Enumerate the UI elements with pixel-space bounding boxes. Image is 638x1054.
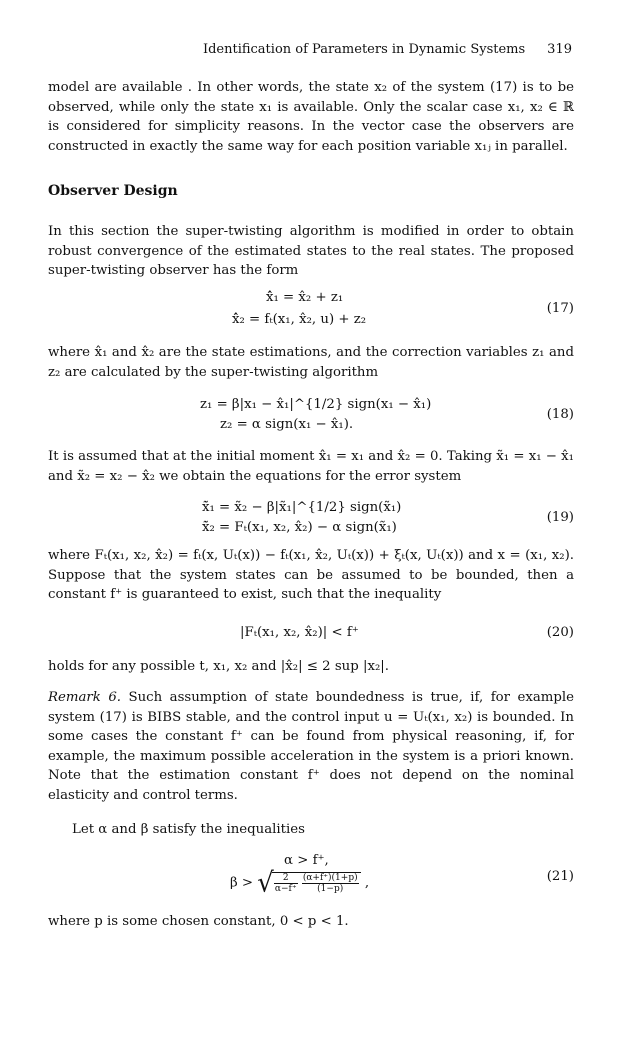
- eq20-number: (20): [546, 625, 574, 640]
- paragraph-let: Let α and β satisfy the inequalities: [72, 822, 305, 837]
- paragraph-intro: model are available . In other words, the state x₂ of the system (17) is to be observed, while only the state x₁ is available. Only the scalar case x₁, x₂ ∈ ℝ is considered for simplicity reasons. In the vector case the observers are constructed in exactly the same way for each position variable x₁ⱼ in parallel.: [48, 80, 574, 154]
- remark-text: Such assumption of state boundedness is true, if, for example system (17) is BIBS stable, and the control input u = Uₜ(x₁, x₂) is bounded. In some cases the constant f⁺ can be found from physical reasoning, if, for example, the maximum possible acceleration in the system is a priori known. Note that the estimation constant f⁺ does not depend on the nominal elasticity and control terms.: [48, 690, 574, 803]
- eq21-tail: ,: [364, 875, 370, 891]
- frac2-denominator: (1−p): [317, 884, 344, 894]
- eq17-line2: x̂̇₂ = fₜ(x₁, x̂₂, u) + z₂: [232, 312, 367, 327]
- eq18-line2: z₂ = α sign(x₁ − x̂₁).: [220, 417, 354, 432]
- eq20-line1: |Fₜ(x₁, x₂, x̂₂)| < f⁺: [240, 625, 359, 640]
- paragraph-bounded: where Fₜ(x₁, x₂, x̂₂) = fₜ(x, Uₜ(x)) − fₜ(x₁, x̂₂, Uₜ(x)) + ξₜ(x, Uₜ(x)) and x = (x₁, x₂). Suppose that the system states can be assumed to be bounded, then a constant f⁺ is guaranteed to exist, such that the inequality: [48, 548, 574, 603]
- eq21-number: (21): [546, 869, 574, 884]
- page-header: [0, 42, 572, 57]
- eq18-line1: z₁ = β|x₁ − x̂₁|^{1/2} sign(x₁ − x̂₁): [200, 397, 432, 412]
- equation-19: [48, 500, 574, 542]
- paragraph-observer-intro: In this section the super-twisting algorithm is modified in order to obtain robust convergence of the estimated states to the real states. The proposed super-twisting observer has the form: [48, 224, 574, 279]
- running-title: Identification of Parameters in Dynamic Systems: [202, 42, 526, 57]
- eq18-number: (18): [546, 407, 574, 422]
- equation-18: [48, 397, 574, 439]
- eq19-line2: x̃̇₂ = Fₜ(x₁, x₂, x̂₂) − α sign(x̃₁): [202, 520, 397, 535]
- eq21-frac1: [274, 873, 298, 894]
- frac1-denominator: α−f⁺: [274, 884, 297, 894]
- remark-6: [48, 688, 574, 806]
- eq17-number: (17): [546, 301, 574, 316]
- eq17-line1: x̂̇₁ = x̂₂ + z₁: [266, 290, 344, 305]
- eq21-line1: α > f⁺,: [284, 853, 329, 868]
- eq19-line1: x̃̇₁ = x̃₂ − β|x̃₁|^{1/2} sign(x̃₁): [202, 500, 402, 515]
- eq21-frac2: [302, 873, 359, 894]
- equation-17: [48, 290, 574, 332]
- frac2-numerator: (α+f⁺)(1+p): [302, 873, 358, 883]
- paragraph-holds: holds for any possible t, x₁, x₂ and |x̂₂| ≤ 2 sup |x₂|.: [48, 659, 389, 674]
- paragraph-error-system: It is assumed that at the initial moment x̂₁ = x₁ and x̂₂ = 0. Taking x̃₁ = x₁ − x̂₁ and x̃₂ = x₂ − x̂₂ we obtain the equations for the error system: [48, 449, 574, 484]
- eq21-sqrt: [257, 867, 360, 899]
- eq21-line2: [230, 867, 370, 899]
- eq19-number: (19): [546, 510, 574, 525]
- section-heading: Observer Design: [48, 183, 178, 199]
- frac1-numerator: 2: [274, 873, 298, 884]
- equation-20: [48, 625, 574, 645]
- sqrt-symbol: √: [257, 867, 274, 899]
- equation-21: [48, 853, 574, 903]
- remark-label: Remark 6.: [48, 690, 122, 705]
- sqrt-radicand: [272, 872, 361, 894]
- paragraph-p-constant: where p is some chosen constant, 0 < p < 1.: [48, 914, 349, 929]
- paragraph-correction: where x̂₁ and x̂₂ are the state estimations, and the correction variables z₁ and z₂ are calculated by the super-twisting algorithm: [48, 345, 574, 380]
- eq21-beta-lhs: β >: [230, 875, 254, 891]
- page-number: 319: [547, 42, 572, 57]
